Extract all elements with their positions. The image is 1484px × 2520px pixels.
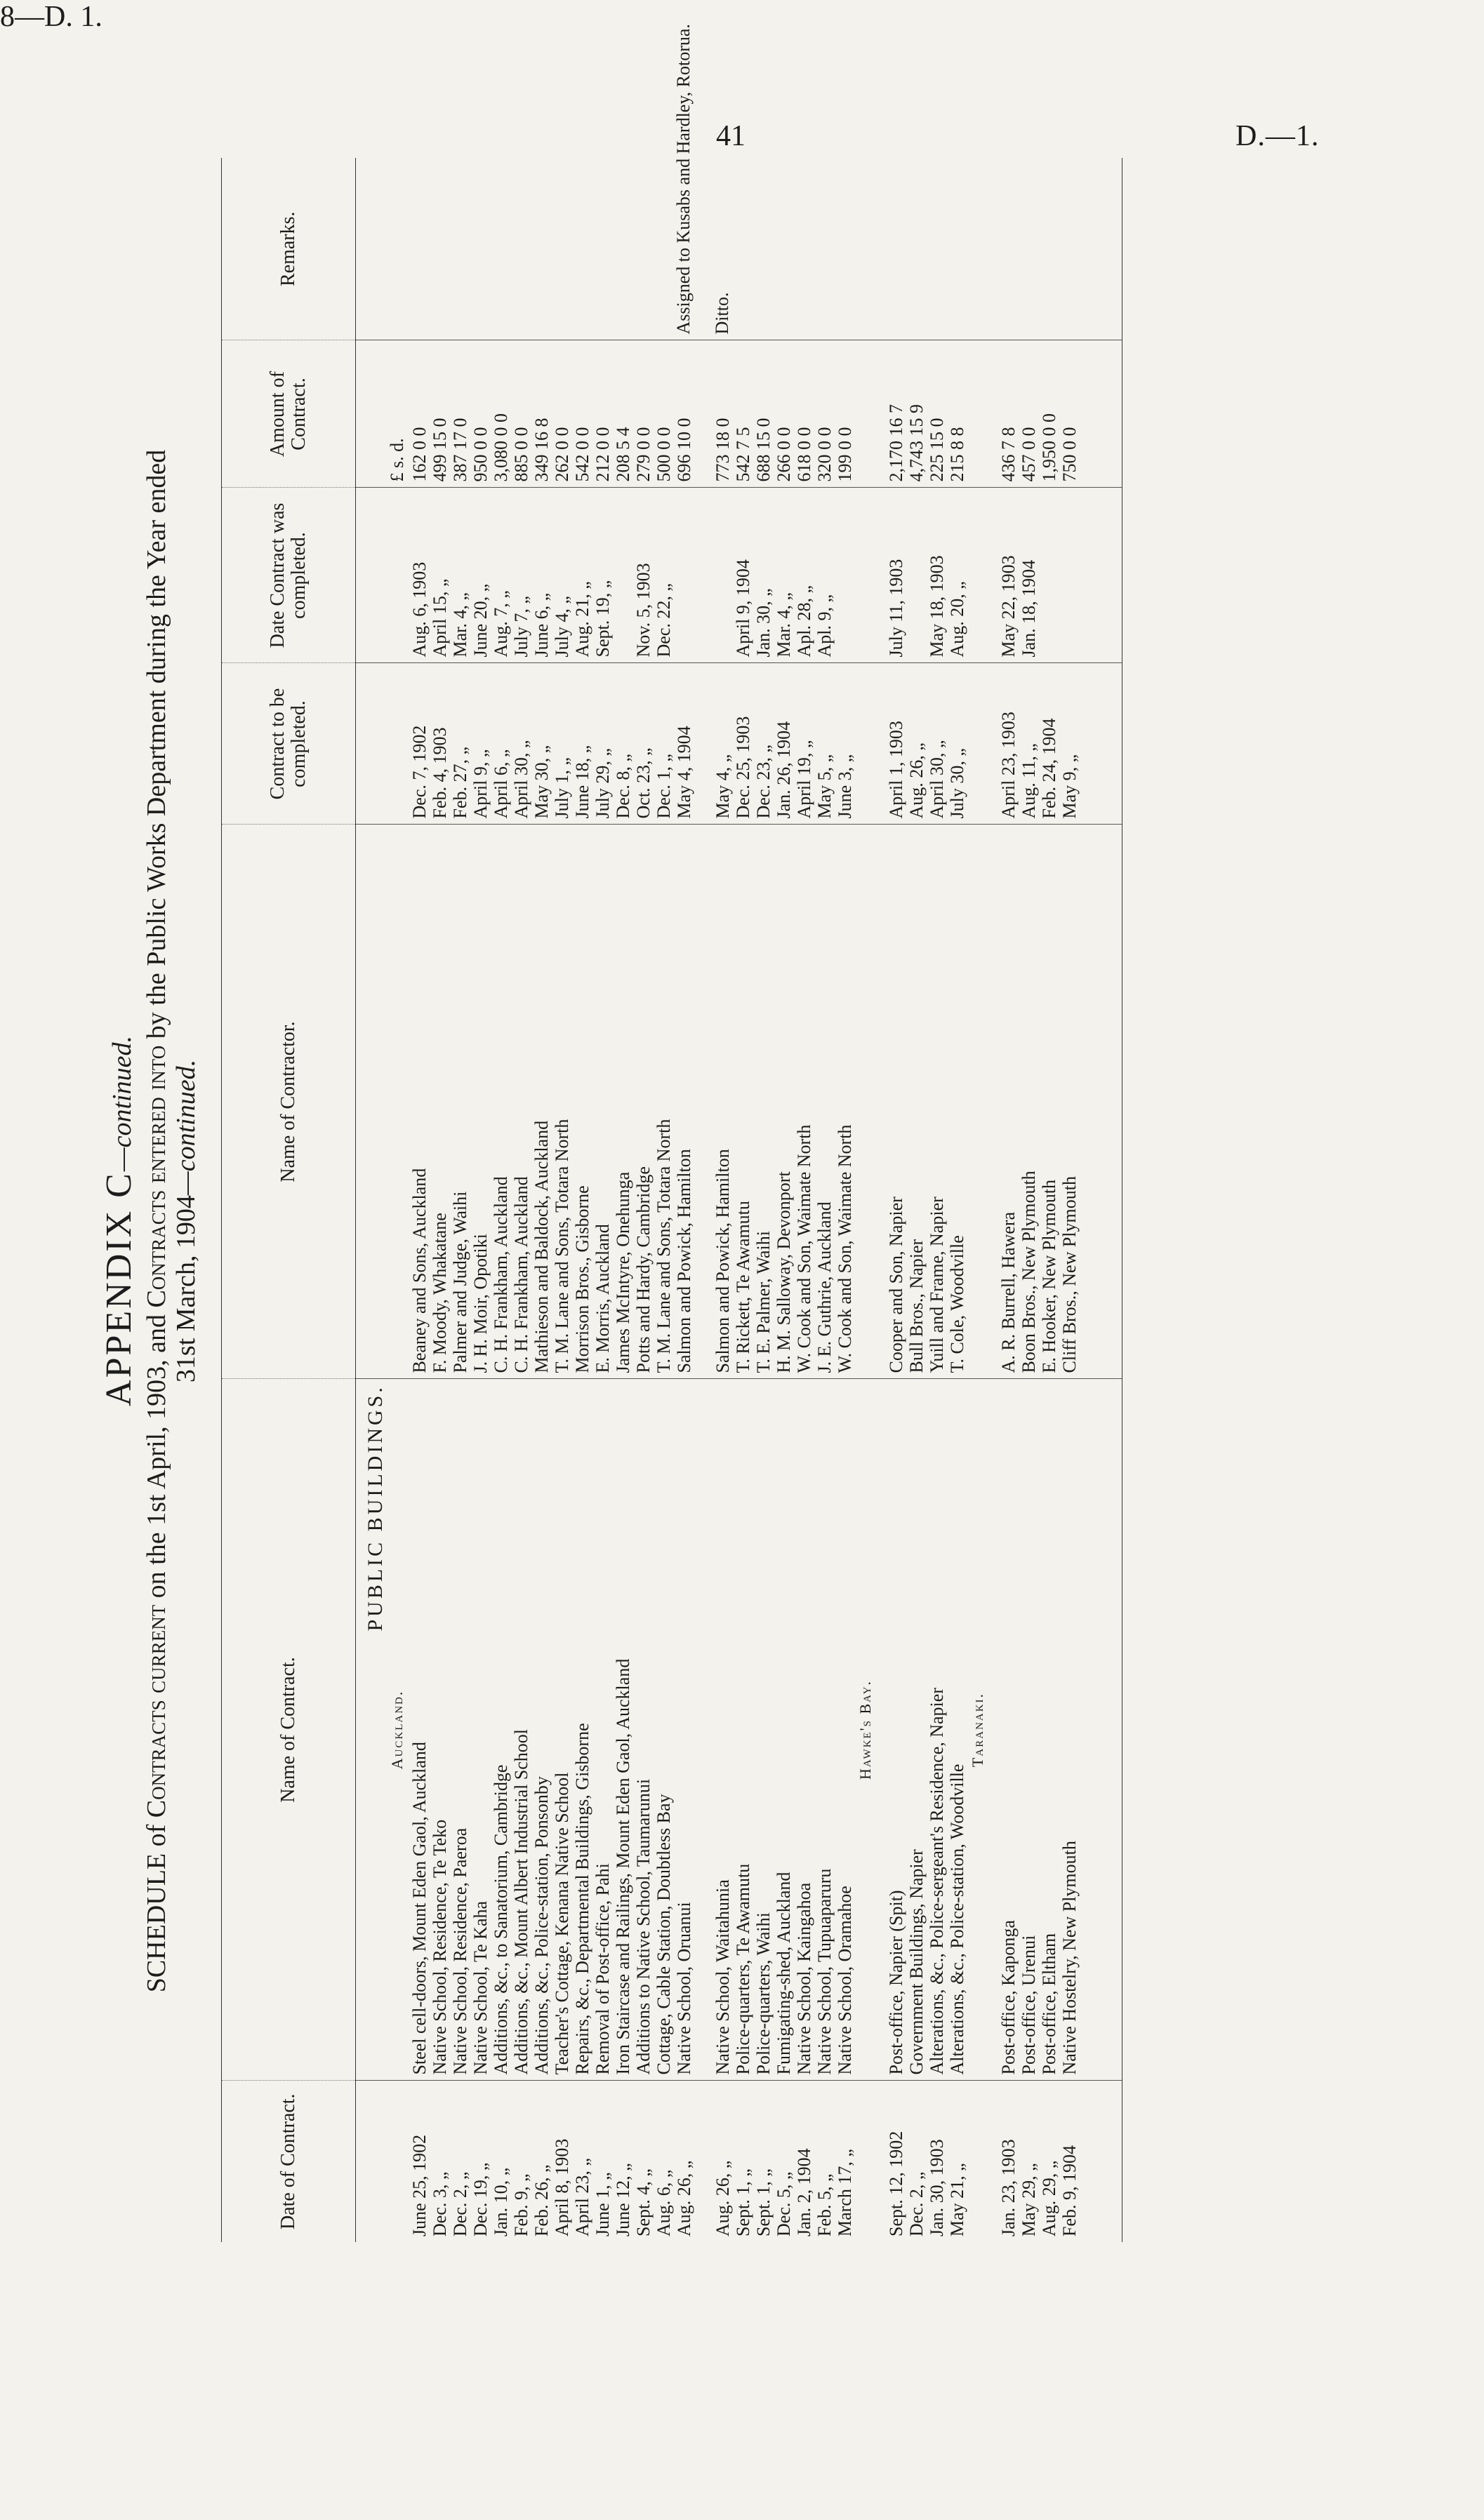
remarks-cell bbox=[491, 158, 511, 340]
contractor-cell: J. E. Guthrie, Auckland bbox=[814, 825, 835, 1379]
completed-cell: Jan. 30, „ bbox=[753, 488, 774, 663]
remarks-cell bbox=[470, 158, 491, 340]
due-cell: July 29, „ bbox=[592, 663, 613, 825]
date-cell: June 12, „ bbox=[613, 2163, 633, 2236]
amount-cell: 688 15 0 bbox=[753, 340, 774, 488]
district-row bbox=[967, 158, 998, 2242]
date-cell: Jan. 23, 1903 bbox=[998, 2139, 1019, 2236]
date-cell: Aug. 29, „ bbox=[1039, 2160, 1059, 2236]
completed-cell: May 22, 1903 bbox=[998, 488, 1019, 663]
contract-name-cell: Government Buildings, Napier bbox=[906, 1379, 927, 2081]
date-cell: Sept. 4, „ bbox=[633, 2168, 654, 2236]
section-row bbox=[356, 158, 387, 2242]
date-cell: Jan. 30, 1903 bbox=[927, 2139, 947, 2236]
remarks-cell bbox=[1039, 158, 1059, 340]
contractor-cell: C. H. Frankham, Auckland bbox=[491, 825, 511, 1379]
amount-cell: 773 18 0 bbox=[713, 340, 733, 488]
subtitle-part-5: by the Public Works Department during the Year ended bbox=[142, 449, 171, 1046]
table-row bbox=[835, 158, 855, 2242]
subtitle-part-7: —continued. bbox=[171, 1059, 201, 1196]
subtitle-part-3: on the 1st April, 1903, and bbox=[142, 1307, 171, 1605]
table-row bbox=[886, 158, 906, 2242]
contractor-cell: T. E. Palmer, Waihi bbox=[753, 825, 774, 1379]
table-row bbox=[794, 158, 814, 2242]
completed-cell: June 6, „ bbox=[531, 488, 552, 663]
contracts-table bbox=[221, 24, 1122, 2242]
remarks-cell bbox=[927, 158, 947, 340]
contract-name-cell: Native School, Residence, Paeroa bbox=[450, 1379, 470, 2081]
contract-name-cell: Alterations, &c., Police-sergeant's Residence, Napier bbox=[927, 1379, 947, 2081]
completed-cell: July 4, „ bbox=[552, 488, 572, 663]
date-cell: Aug. 6, „ bbox=[654, 2169, 674, 2236]
contractor-cell: J. H. Moir, Opotiki bbox=[470, 825, 491, 1379]
date-cell: Dec. 3, „ bbox=[430, 2171, 450, 2236]
remarks-cell: Assigned to Kusabs and Hardley, Rotorua. bbox=[674, 158, 694, 340]
amount-cell: 500 0 0 bbox=[654, 340, 674, 488]
spacer-row bbox=[694, 158, 713, 2242]
contract-name-cell: Post-office, Eltham bbox=[1039, 1379, 1059, 2081]
table-row bbox=[1039, 158, 1059, 2242]
col-header-remarks: Remarks. bbox=[222, 158, 356, 340]
contract-name-cell: Native School, Tupuaparuru bbox=[814, 1379, 835, 2081]
table-row bbox=[927, 158, 947, 2242]
due-cell: Feb. 24, 1904 bbox=[1039, 663, 1059, 825]
date-cell: Dec. 5, „ bbox=[774, 2171, 794, 2236]
due-cell: Aug. 11, „ bbox=[1019, 663, 1039, 825]
contract-name-cell: Police-quarters, Te Awamutu bbox=[733, 1379, 753, 2081]
contractor-cell: A. R. Burrell, Hawera bbox=[998, 825, 1019, 1379]
remarks-cell bbox=[1059, 158, 1080, 340]
amount-cell: 2,170 16 7 bbox=[886, 340, 906, 488]
completed-cell: Apl. 28, „ bbox=[794, 488, 814, 663]
contractor-cell: Morrison Bros., Gisborne bbox=[572, 825, 592, 1379]
completed-cell: Dec. 22, „ bbox=[654, 488, 674, 663]
date-cell: May 21, „ bbox=[947, 2163, 967, 2236]
date-cell: Dec. 19, „ bbox=[470, 2162, 491, 2236]
contractor-cell: James McIntyre, Onehunga bbox=[613, 825, 633, 1379]
units-row bbox=[387, 158, 409, 2242]
remarks-cell bbox=[592, 158, 613, 340]
completed-cell bbox=[906, 488, 927, 663]
schedule-subtitle bbox=[142, 256, 201, 2186]
completed-cell: July 11, 1903 bbox=[886, 488, 906, 663]
completed-cell: Nov. 5, 1903 bbox=[633, 488, 654, 663]
due-cell: April 23, 1903 bbox=[998, 663, 1019, 825]
completed-cell: May 18, 1903 bbox=[927, 488, 947, 663]
remarks-cell bbox=[430, 158, 450, 340]
due-cell: Jan. 26, 1904 bbox=[774, 663, 794, 825]
table-row bbox=[654, 158, 674, 2242]
table-end-row bbox=[1080, 158, 1122, 2242]
due-cell: Dec. 23, „ bbox=[753, 663, 774, 825]
due-cell: June 18, „ bbox=[572, 663, 592, 825]
remarks-cell bbox=[1019, 158, 1039, 340]
amount-cell: 457 0 0 bbox=[1019, 340, 1039, 488]
contract-name-cell: Native School, Oruanui bbox=[674, 1379, 694, 2081]
completed-cell: Jan. 18, 1904 bbox=[1019, 488, 1039, 663]
remarks-cell bbox=[814, 158, 835, 340]
remarks-cell bbox=[774, 158, 794, 340]
date-cell: Feb. 9, „ bbox=[511, 2173, 531, 2236]
contract-name-cell: Cottage, Cable Station, Doubtless Bay bbox=[654, 1379, 674, 2081]
amount-cell: 225 15 0 bbox=[927, 340, 947, 488]
section-heading: PUBLIC BUILDINGS. bbox=[364, 1385, 387, 1632]
date-cell: Jan. 2, 1904 bbox=[794, 2148, 814, 2236]
table-row bbox=[753, 158, 774, 2242]
contractor-cell: T. Rickett, Te Awamutu bbox=[733, 825, 753, 1379]
due-cell: Dec. 1, „ bbox=[654, 663, 674, 825]
amount-cell: 320 0 0 bbox=[814, 340, 835, 488]
completed-cell: Apl. 9, „ bbox=[814, 488, 835, 663]
due-cell: May 9, „ bbox=[1059, 663, 1080, 825]
amount-cell: 1,950 0 0 bbox=[1039, 340, 1059, 488]
date-cell: April 8, 1903 bbox=[552, 2138, 572, 2236]
due-cell: June 3, „ bbox=[835, 663, 855, 825]
district-heading-taranaki: Taranaki. bbox=[967, 1379, 998, 2081]
contract-name-cell: Additions, &c., Mount Albert Industrial School bbox=[511, 1379, 531, 2081]
contract-name-cell: Additions, &c., to Sanatorium, Cambridge bbox=[491, 1379, 511, 2081]
col-header-amount: Amount of Contract. bbox=[222, 340, 356, 488]
contract-name-cell: Post-office, Kaponga bbox=[998, 1379, 1019, 2081]
due-cell: April 6, „ bbox=[491, 663, 511, 825]
contract-name-cell: Native School, Te Kaha bbox=[470, 1379, 491, 2081]
contractor-cell: W. Cook and Son, Waimate North bbox=[794, 825, 814, 1379]
contract-name-cell: Native School, Residence, Te Teko bbox=[430, 1379, 450, 2081]
completed-cell: Aug. 7, „ bbox=[491, 488, 511, 663]
contractor-cell: T. Cole, Woodville bbox=[947, 825, 967, 1379]
contractor-cell: Yuill and Frame, Napier bbox=[927, 825, 947, 1379]
completed-cell: Sept. 19, „ bbox=[592, 488, 613, 663]
amount-cell: 212 0 0 bbox=[592, 340, 613, 488]
completed-cell: June 20, „ bbox=[470, 488, 491, 663]
date-cell: June 1, „ bbox=[592, 2172, 613, 2236]
amount-cell: 950 0 0 bbox=[470, 340, 491, 488]
table-row bbox=[409, 158, 430, 2242]
date-cell: April 23, „ bbox=[572, 2158, 592, 2236]
remarks-cell bbox=[613, 158, 633, 340]
due-cell: Aug. 26, „ bbox=[906, 663, 927, 825]
date-cell: Dec. 2, „ bbox=[450, 2171, 470, 2236]
table-row bbox=[674, 158, 694, 2242]
due-cell: May 30, „ bbox=[531, 663, 552, 825]
remarks-cell bbox=[835, 158, 855, 340]
completed-cell bbox=[835, 488, 855, 663]
date-cell: Aug. 26, „ bbox=[674, 2160, 694, 2236]
amount-cell: 542 7 5 bbox=[733, 340, 753, 488]
due-cell: Dec. 8, „ bbox=[613, 663, 633, 825]
date-cell: May 29, „ bbox=[1019, 2163, 1039, 2236]
contractor-cell: E. Morris, Auckland bbox=[592, 825, 613, 1379]
date-cell: Feb. 26, „ bbox=[531, 2164, 552, 2236]
amount-cell: 266 0 0 bbox=[774, 340, 794, 488]
completed-cell bbox=[613, 488, 633, 663]
col-header-date: Date of Contract. bbox=[222, 2081, 356, 2242]
due-cell: May 4, „ bbox=[713, 663, 733, 825]
table-row bbox=[998, 158, 1019, 2242]
table-row bbox=[531, 158, 552, 2242]
contract-name-cell: Iron Staircase and Railings, Mount Eden Gaol, Auckland bbox=[613, 1379, 633, 2081]
amount-cell: 262 0 0 bbox=[552, 340, 572, 488]
completed-cell: Aug. 21, „ bbox=[572, 488, 592, 663]
completed-cell bbox=[1059, 488, 1080, 663]
due-cell: April 30, „ bbox=[927, 663, 947, 825]
remarks-cell bbox=[450, 158, 470, 340]
table-row bbox=[947, 158, 967, 2242]
district-row bbox=[855, 158, 886, 2242]
contractor-cell: C. H. Frankham, Auckland bbox=[511, 825, 531, 1379]
date-cell: Jan. 10, „ bbox=[491, 2167, 511, 2236]
amount-cell: 215 8 8 bbox=[947, 340, 967, 488]
table-row bbox=[906, 158, 927, 2242]
contractor-cell: F. Moody, Whakatane bbox=[430, 825, 450, 1379]
col-header-contract-name: Name of Contract. bbox=[222, 1379, 356, 2081]
completed-cell bbox=[713, 488, 733, 663]
contractor-cell: Salmon and Powick, Hamilton bbox=[674, 825, 694, 1379]
contract-name-cell: Teacher's Cottage, Kenana Native School bbox=[552, 1379, 572, 2081]
contractor-cell: Palmer and Judge, Waihi bbox=[450, 825, 470, 1379]
table-row bbox=[450, 158, 470, 2242]
due-cell: Feb. 4, 1903 bbox=[430, 663, 450, 825]
remarks-cell bbox=[633, 158, 654, 340]
amount-cell: 349 16 8 bbox=[531, 340, 552, 488]
table-header-row bbox=[222, 158, 356, 2242]
contract-name-cell: Fumigating-shed, Auckland bbox=[774, 1379, 794, 2081]
col-header-contractor: Name of Contractor. bbox=[222, 825, 356, 1379]
remarks-cell bbox=[753, 158, 774, 340]
contract-name-cell: Removal of Post-office, Pahi bbox=[592, 1379, 613, 2081]
due-cell: Oct. 23, „ bbox=[633, 663, 654, 825]
table-row bbox=[470, 158, 491, 2242]
document-code: D.—1. bbox=[1235, 120, 1320, 152]
due-cell: April 9, „ bbox=[470, 663, 491, 825]
date-cell: Sept. 12, 1902 bbox=[886, 2131, 906, 2236]
remarks-cell bbox=[552, 158, 572, 340]
remarks-cell bbox=[572, 158, 592, 340]
table-row bbox=[774, 158, 794, 2242]
amount-cell: 618 0 0 bbox=[794, 340, 814, 488]
table-body bbox=[356, 24, 1122, 2242]
completed-cell bbox=[1039, 488, 1059, 663]
subtitle-part-1: SCHEDULE of bbox=[142, 1818, 171, 1993]
contractor-cell: Beaney and Sons, Auckland bbox=[409, 825, 430, 1379]
currency-units: £ s. d. bbox=[387, 340, 409, 488]
table-row bbox=[633, 158, 654, 2242]
due-cell: May 4, 1904 bbox=[674, 663, 694, 825]
contractor-cell: Bull Bros., Napier bbox=[906, 825, 927, 1379]
table-row bbox=[814, 158, 835, 2242]
amount-cell: 162 0 0 bbox=[409, 340, 430, 488]
due-cell: Dec. 25, 1903 bbox=[733, 663, 753, 825]
contractor-cell: H. M. Salloway, Devonport bbox=[774, 825, 794, 1379]
district-heading-hawkes-bay: Hawke's Bay. bbox=[855, 1379, 886, 2081]
subtitle-part-2: Contracts current bbox=[142, 1604, 171, 1818]
amount-cell: 885 0 0 bbox=[511, 340, 531, 488]
subtitle-part-6: 31st March, 1904 bbox=[171, 1195, 201, 1383]
contractor-cell: Cliff Bros., New Plymouth bbox=[1059, 825, 1080, 1379]
completed-cell: July 7, „ bbox=[511, 488, 531, 663]
contract-name-cell: Native School, Oramahoe bbox=[835, 1379, 855, 2081]
due-cell: Dec. 7, 1902 bbox=[409, 663, 430, 825]
appendix-title-continued: —continued. bbox=[107, 1036, 137, 1172]
due-cell: July 1, „ bbox=[552, 663, 572, 825]
due-cell: Feb. 27, „ bbox=[450, 663, 470, 825]
date-cell: Sept. 1, „ bbox=[753, 2168, 774, 2236]
remarks-cell bbox=[511, 158, 531, 340]
table-row bbox=[572, 158, 592, 2242]
completed-cell: Mar. 4, „ bbox=[450, 488, 470, 663]
contractor-cell: Boon Bros., New Plymouth bbox=[1019, 825, 1039, 1379]
appendix-title-text: APPENDIX C bbox=[99, 1171, 139, 1406]
remarks-cell bbox=[531, 158, 552, 340]
amount-cell: 750 0 0 bbox=[1059, 340, 1080, 488]
district-auckland-date-cell bbox=[387, 2081, 409, 2242]
district-heading-auckland: Auckland. bbox=[387, 1379, 409, 2081]
due-cell: July 30, „ bbox=[947, 663, 967, 825]
table-row bbox=[552, 158, 572, 2242]
amount-cell: 199 0 0 bbox=[835, 340, 855, 488]
completed-cell: Aug. 6, 1903 bbox=[409, 488, 430, 663]
due-cell: April 19, „ bbox=[794, 663, 814, 825]
table-row bbox=[1019, 158, 1039, 2242]
table-row bbox=[430, 158, 450, 2242]
amount-cell: 696 10 0 bbox=[674, 340, 694, 488]
completed-cell bbox=[674, 488, 694, 663]
contract-name-cell: Additions, &c., Police-station, Ponsonby bbox=[531, 1379, 552, 2081]
table-row bbox=[1059, 158, 1080, 2242]
table-row bbox=[592, 158, 613, 2242]
date-cell: June 25, 1902 bbox=[409, 2134, 430, 2236]
due-cell: May 5, „ bbox=[814, 663, 835, 825]
contract-name-cell: Alterations, &c., Police-station, Woodville bbox=[947, 1379, 967, 2081]
date-cell: March 17, „ bbox=[835, 2149, 855, 2236]
table-row bbox=[733, 158, 753, 2242]
remarks-cell bbox=[409, 158, 430, 340]
contractor-cell: Potts and Hardy, Cambridge bbox=[633, 825, 654, 1379]
contract-name-cell: Post-office, Urenui bbox=[1019, 1379, 1039, 2081]
completed-cell: April 9, 1904 bbox=[733, 488, 753, 663]
sheet-code: 8—D. 1. bbox=[0, 1, 102, 33]
due-cell: April 1, 1903 bbox=[886, 663, 906, 825]
contract-name-cell: Native Hostelry, New Plymouth bbox=[1059, 1379, 1080, 2081]
contractor-cell: Salmon and Powick, Hamilton bbox=[713, 825, 733, 1379]
amount-cell: 208 5 4 bbox=[613, 340, 633, 488]
remarks-cell bbox=[998, 158, 1019, 340]
contractor-cell: Cooper and Son, Napier bbox=[886, 825, 906, 1379]
contractor-cell: W. Cook and Son, Waimate North bbox=[835, 825, 855, 1379]
col-header-due: Contract to be completed. bbox=[222, 663, 356, 825]
contractor-cell: E. Hooker, New Plymouth bbox=[1039, 825, 1059, 1379]
amount-cell: 499 15 0 bbox=[430, 340, 450, 488]
table-row bbox=[491, 158, 511, 2242]
remarks-cell bbox=[733, 158, 753, 340]
appendix-title bbox=[98, 151, 140, 2291]
contract-name-cell: Post-office, Napier (Spit) bbox=[886, 1379, 906, 2081]
completed-cell: Mar. 4, „ bbox=[774, 488, 794, 663]
remarks-cell: Ditto. bbox=[713, 158, 733, 340]
completed-cell: April 15, „ bbox=[430, 488, 450, 663]
amount-cell: 4,743 15 9 bbox=[906, 340, 927, 488]
amount-cell: 387 17 0 bbox=[450, 340, 470, 488]
remarks-cell bbox=[654, 158, 674, 340]
contract-name-cell: Steel cell-doors, Mount Eden Gaol, Auckland bbox=[409, 1379, 430, 2081]
amount-cell: 542 0 0 bbox=[572, 340, 592, 488]
remarks-cell bbox=[947, 158, 967, 340]
due-cell: April 30, „ bbox=[511, 663, 531, 825]
contractor-cell: T. M. Lane and Sons, Totara North bbox=[552, 825, 572, 1379]
contractor-cell: T. M. Lane and Sons, Totara North bbox=[654, 825, 674, 1379]
contract-name-cell: Additions to Native School, Taumarunui bbox=[633, 1379, 654, 2081]
contract-name-cell: Repairs, &c., Departmental Buildings, Gisborne bbox=[572, 1379, 592, 2081]
amount-cell: 3,080 0 0 bbox=[491, 340, 511, 488]
date-cell: Feb. 5, „ bbox=[814, 2173, 835, 2236]
date-cell: Sept. 1, „ bbox=[733, 2168, 753, 2236]
subtitle-part-4: Contracts entered into bbox=[142, 1045, 171, 1308]
table-row bbox=[511, 158, 531, 2242]
contract-name-cell: Native School, Waitahunia bbox=[713, 1379, 733, 2081]
date-cell: Aug. 26, „ bbox=[713, 2160, 733, 2236]
amount-cell: 279 0 0 bbox=[633, 340, 654, 488]
date-cell: Dec. 2, „ bbox=[906, 2171, 927, 2236]
remarks-cell bbox=[906, 158, 927, 340]
contract-name-cell: Police-quarters, Waihi bbox=[753, 1379, 774, 2081]
col-header-completed: Date Contract was completed. bbox=[222, 488, 356, 663]
remarks-cell bbox=[886, 158, 906, 340]
amount-cell: 436 7 8 bbox=[998, 340, 1019, 488]
date-cell: Feb. 9, 1904 bbox=[1059, 2145, 1080, 2236]
page-number: 41 bbox=[716, 120, 746, 152]
remarks-cell bbox=[794, 158, 814, 340]
table-row bbox=[713, 158, 733, 2242]
contractor-cell: Mathieson and Baldock, Auckland bbox=[531, 825, 552, 1379]
completed-cell: Aug. 20, „ bbox=[947, 488, 967, 663]
contract-name-cell: Native School, Kaingahoa bbox=[794, 1379, 814, 2081]
table-row bbox=[613, 158, 633, 2242]
